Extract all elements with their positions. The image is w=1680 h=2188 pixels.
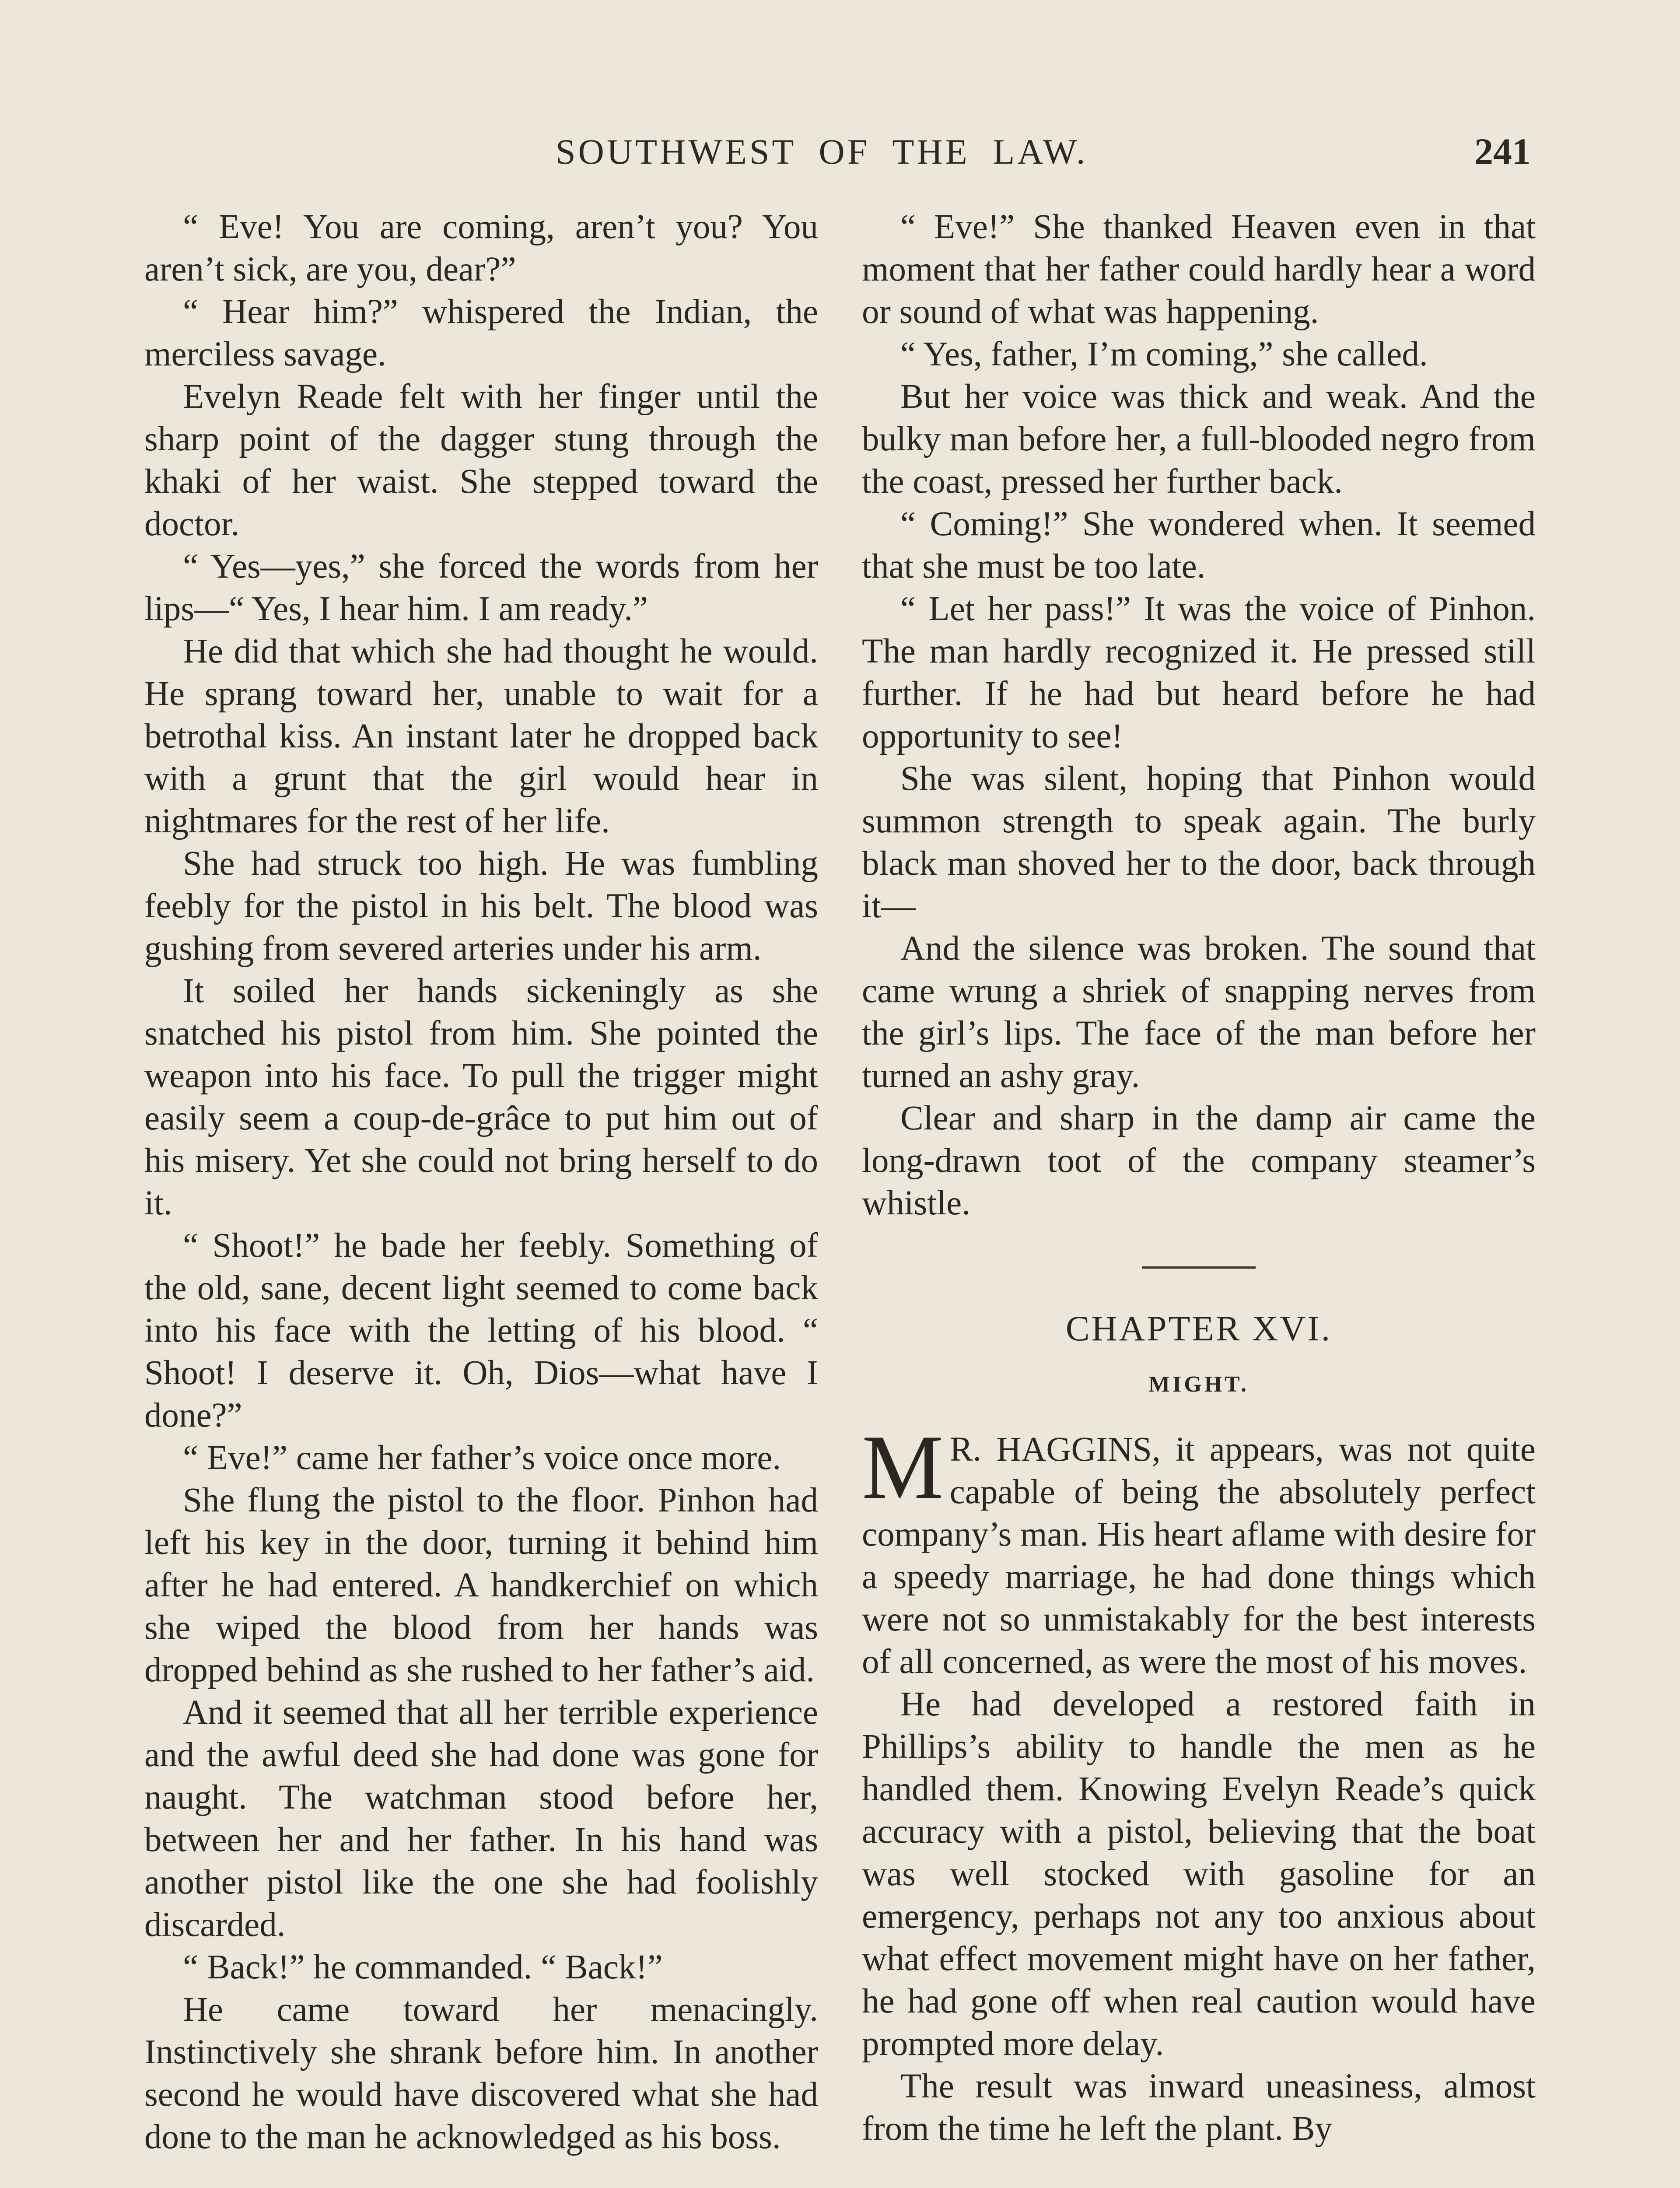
drop-cap: M: [862, 1417, 944, 1518]
paragraph: “ Eve!” came her father’s voice once more.: [183, 1439, 781, 1477]
paragraph: He did that which she had thought he would. He sprang toward her, unable to wait for a betrothal kiss. An instant later he dropped back with a grunt that the girl would hear in nightmares for the rest of her life.: [144, 632, 818, 840]
paragraph: But her voice was thick and weak. And the bulky man before her, a full-blooded negro from the coast, pressed her further back.: [862, 378, 1536, 501]
paragraph: “ Yes, father, I’m coming,” she called.: [900, 335, 1428, 373]
left-column: [144, 206, 818, 2158]
paragraph: He had developed a restored faith in Phillips’s ability to handle the men as he handled them. Knowing Evelyn Reade’s quick accuracy with a pistol, believing that the boat was well stocked with gasoline for an emergency, perhaps not any too anxious about what effect movement might have on her father, he had gone off when real caution would have prompted more delay.: [862, 1685, 1536, 2063]
paragraph: She had struck too high. He was fumbling feebly for the pistol in his belt. The blood was gushing from severed arteries under his arm.: [144, 845, 818, 968]
opening-text: R. HAGGINS, it appears, was not quite capable of being the absolutely perfect company’s man. His heart aflame with desire for a speedy marriage, he had done things which were not so unmistakably for the best interests of all concerned, as were the most of his moves.: [862, 1431, 1536, 1681]
paragraph: He came toward her menacingly. Instinctively she shrank before him. In another second he would have discovered what she had done to the man he acknowledged as his boss.: [144, 1991, 818, 2156]
paragraph: The result was inward uneasiness, almost from the time he left the plant. By: [862, 2067, 1536, 2148]
paragraph: “ Shoot!” he bade her feebly. Something of the old, sane, decent light seemed to come back into his face with the letting of his blood. “ Shoot! I deserve it. Oh, Dios—what have I done?”: [144, 1227, 818, 1434]
paragraph: “ Eve! You are coming, aren’t you? You aren’t sick, are you, dear?”: [144, 208, 818, 288]
paragraph: “ Hear him?” whispered the Indian, the merciless savage.: [144, 293, 818, 373]
paragraph: “ Yes—yes,” she forced the words from her lips—“ Yes, I hear him. I am ready.”: [144, 547, 818, 628]
chapter-subtitle: MIGHT.: [1148, 1372, 1250, 1397]
paragraph: “ Let her pass!” It was the voice of Pinhon. The man hardly recognized it. He pressed still further. If he had but heard before he had opportunity to see!: [862, 590, 1536, 755]
paragraph: “ Eve!” She thanked Heaven even in that moment that her father could hardly hear a word or sound of what was happening.: [862, 208, 1536, 331]
paragraph: She was silent, hoping that Pinhon would summon strength to speak again. The burly black man shoved her to the door, back through it—: [862, 760, 1536, 925]
paragraph: “ Back!” he commanded. “ Back!”: [183, 1948, 663, 1986]
right-column: [862, 206, 1536, 2150]
paragraph: She flung the pistol to the floor. Pinhon had left his key in the door, turning it behind him after he had entered. A handkerchief on which she wiped the blood from her hands was dropped behind as she rushed to her father’s aid.: [144, 1481, 818, 1689]
chapter-opening-paragraph: [862, 1417, 1536, 1683]
paragraph: Evelyn Reade felt with her finger until the sharp point of the dagger stung through the khaki of her waist. She stepped toward the doctor.: [144, 378, 818, 543]
paragraph: And the silence was broken. The sound that came wrung a shriek of snapping nerves from the girl’s lips. The face of the man before her turned an ashy gray.: [862, 929, 1536, 1095]
paragraph: It soiled her hands sickeningly as she snatched his pistol from him. She pointed the weapon into his face. To pull the trigger might easily seem a coup-de-grâce to put him out of his misery. Yet she could not bring herself to do it.: [144, 972, 818, 1222]
paragraph: Clear and sharp in the damp air came the long-drawn toot of the company steamer’s whistle.: [862, 1099, 1536, 1222]
paragraph: “ Coming!” She wondered when. It seemed that she must be too late.: [862, 505, 1536, 586]
running-title: SOUTHWEST OF THE LAW.: [556, 132, 1088, 172]
paragraph: And it seemed that all her terrible experience and the awful deed she had done was gone for naught. The watchman stood before her, between her and her father. In his hand was another pistol like the one she had foolishly discarded.: [144, 1694, 818, 1944]
page-number: 241: [1474, 130, 1531, 172]
chapter-heading: CHAPTER XVI.: [1065, 1308, 1332, 1348]
section-divider: [1142, 1266, 1256, 1269]
